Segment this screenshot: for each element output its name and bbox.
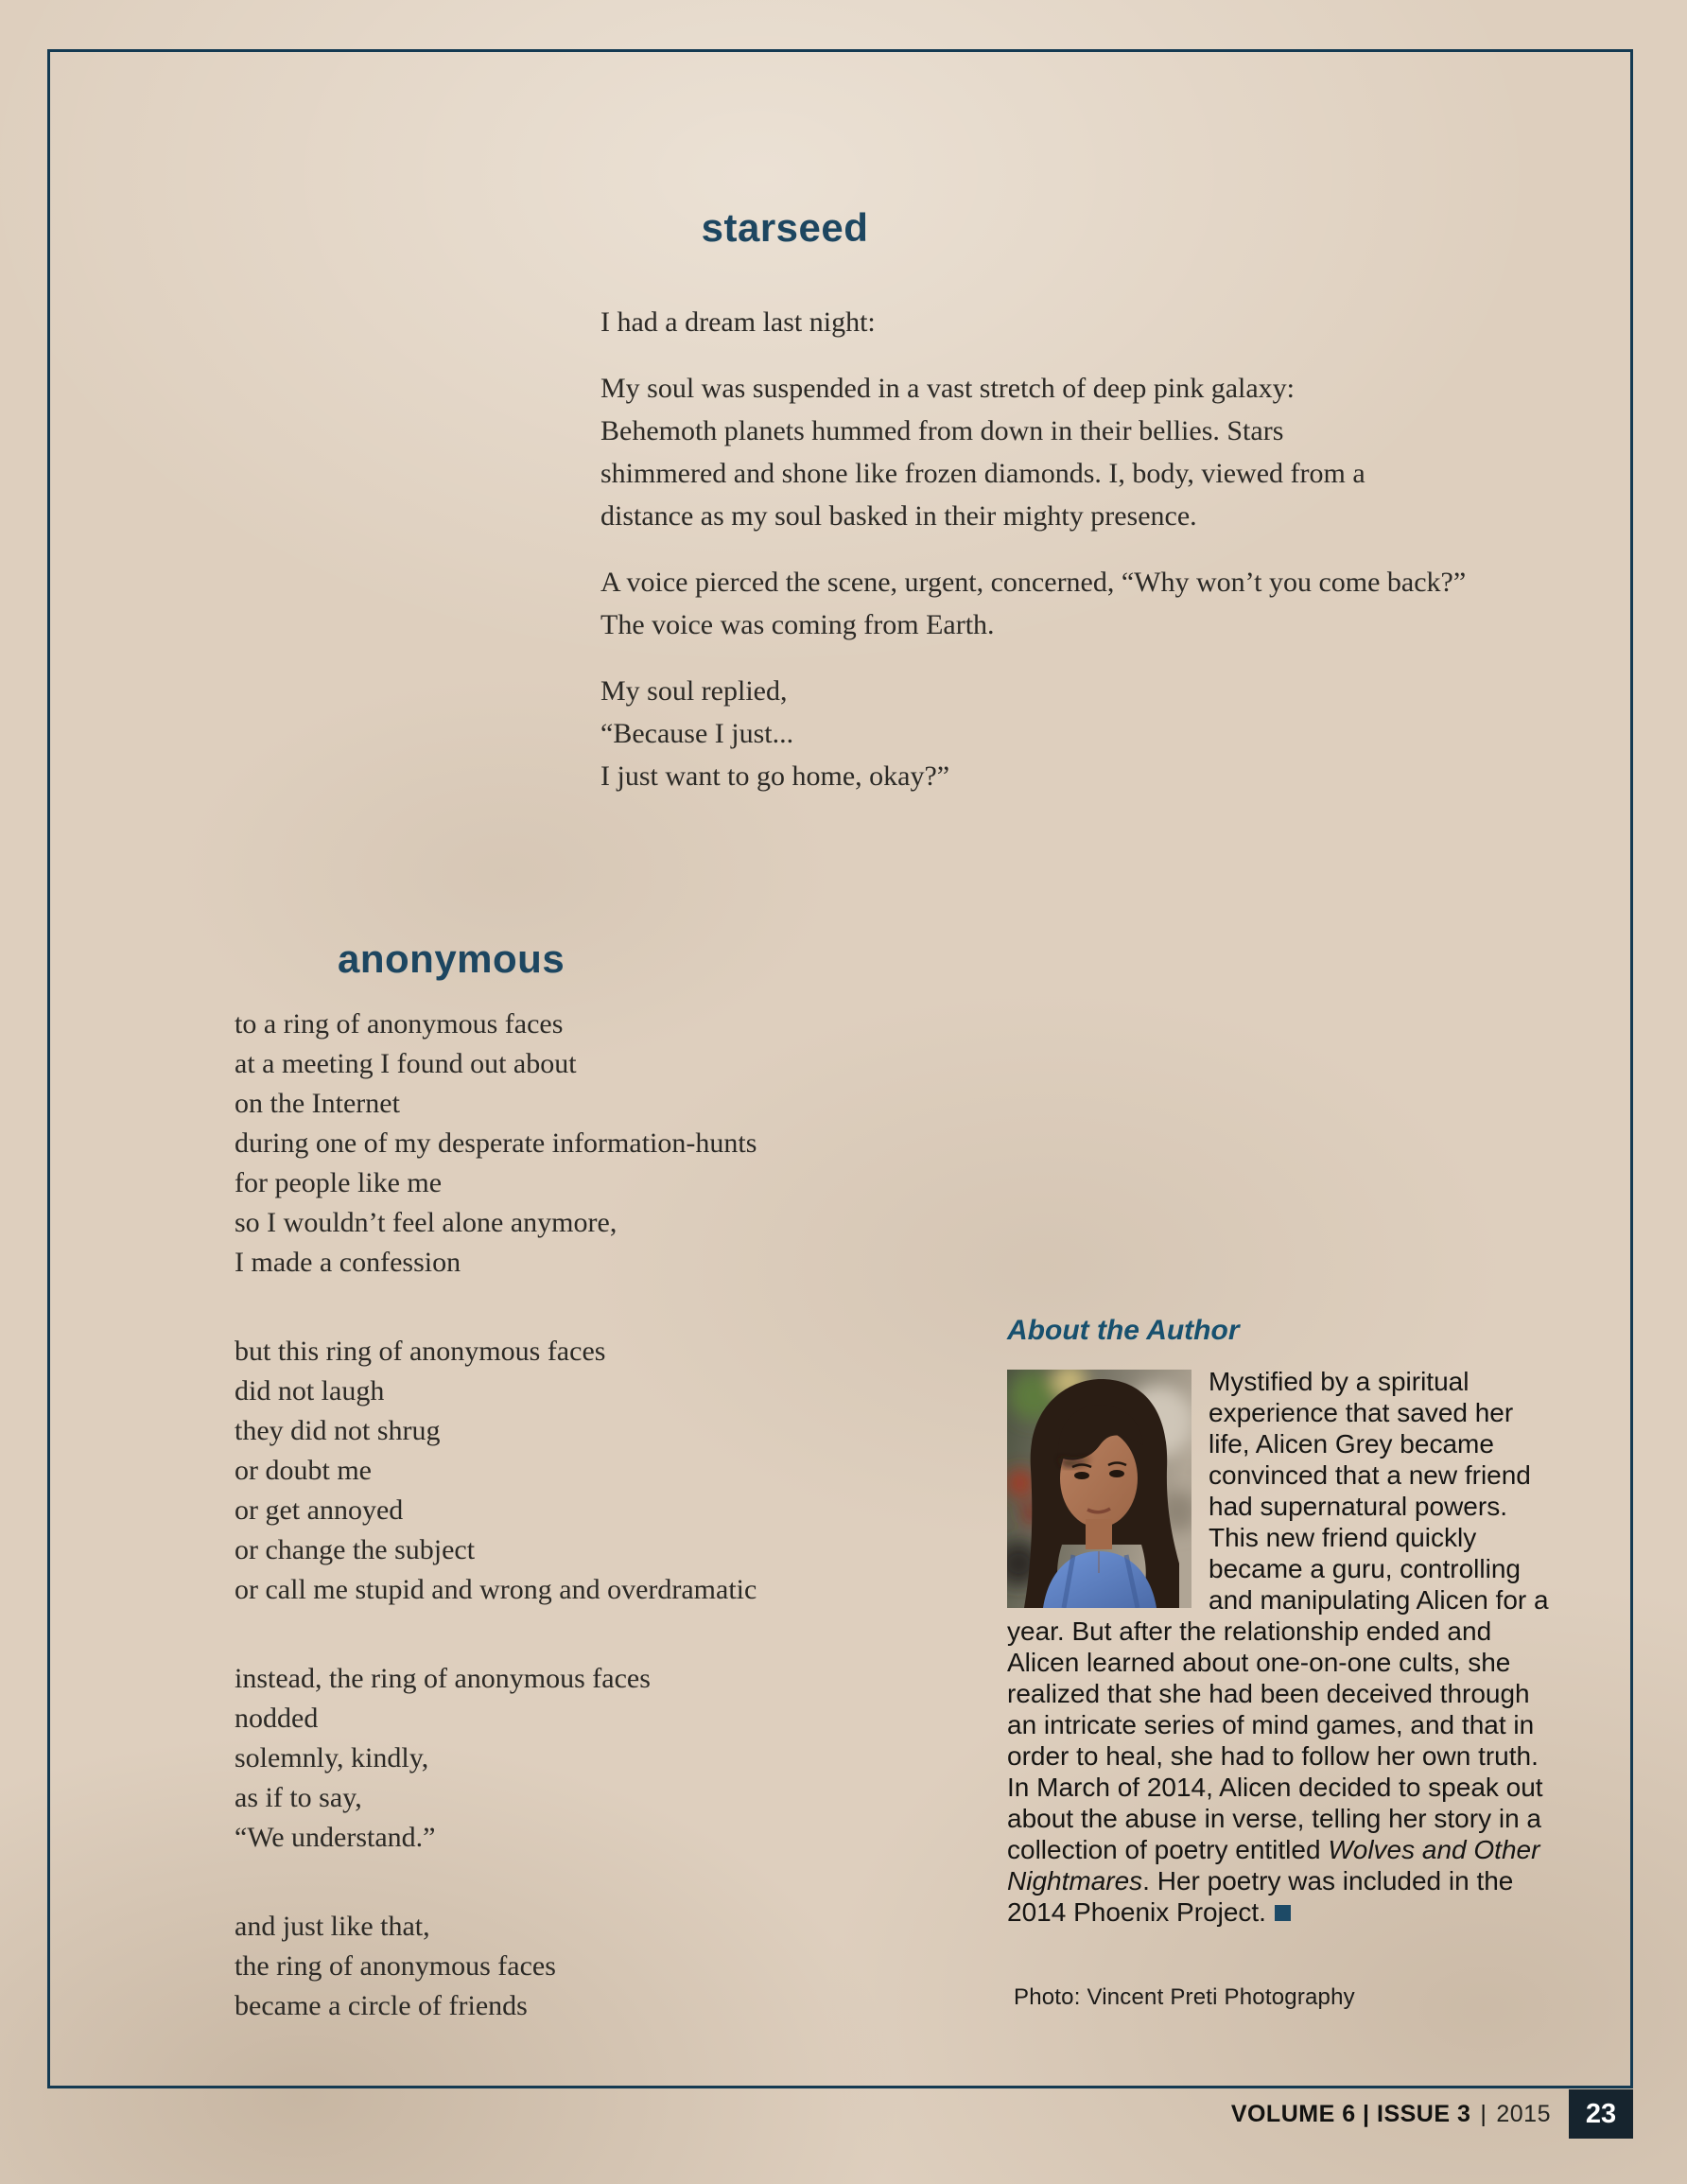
poem-line: during one of my desperate information-hunts (235, 1127, 757, 1159)
poem-line: so I wouldn’t feel alone anymore, (235, 1207, 617, 1238)
poem-line: but this ring of anonymous faces (235, 1336, 606, 1367)
poem-line: The voice was coming from Earth. (600, 609, 995, 640)
poem-stanza (600, 561, 1603, 646)
poem-line: A voice pierced the scene, urgent, concerned, “Why won’t you come back?” (600, 567, 1467, 598)
photo-credit: Photo: Vincent Preti Photography (1014, 1984, 1355, 2010)
bio-book-title: Wolves and Other Nightmares (1007, 1835, 1540, 1896)
footer-volume-issue (946, 2101, 1551, 2128)
poem-stanza (235, 1332, 896, 1610)
poem-line: did not laugh (235, 1375, 385, 1406)
poem-stanza (235, 1907, 896, 2026)
poem-line: or doubt me (235, 1455, 372, 1486)
page-number: 23 (1585, 2098, 1617, 2129)
poem-stanza (600, 670, 1603, 797)
poem-line: Behemoth planets hummed from down in their bellies. Stars (600, 415, 1284, 446)
poem-line: at a meeting I found out about (235, 1048, 577, 1079)
poem-line: or get annoyed (235, 1494, 404, 1526)
page-number-badge (1569, 2089, 1633, 2139)
poem-anonymous (235, 1005, 896, 2075)
bio-text: Mystified by a spiritual experience that saved her life, Alicen Grey became convinced that a new friend had supernatural powers. This new friend quickly became a guru, controlling and manipulating Alicen for a year. But after the relationship ended and Alicen learned about one-on-one cults, she realized that she had been deceived through an intricate series of mind games, and that in order to heal, she had to follow her own truth. In March of 2014, Alicen decided to speak out about the abuse in verse, telling her story in a collection of poetry entitled (1007, 1367, 1549, 1864)
poem-title-starseed: starseed (701, 205, 869, 251)
author-photo (1007, 1370, 1191, 1608)
article-end-square-icon (1275, 1905, 1291, 1921)
poem-title-anonymous: anonymous (338, 935, 565, 981)
footer-year: 2015 (1496, 2101, 1551, 2127)
poem-line: for people like me (235, 1167, 443, 1198)
footer-separator: | (1480, 2101, 1487, 2127)
author-bio (1007, 1366, 1557, 1928)
poem-line: the ring of anonymous faces (235, 1950, 556, 1982)
poem-line: shimmered and shone like frozen diamonds. I, body, viewed from a (600, 458, 1365, 489)
poem-line: to a ring of anonymous faces (235, 1008, 564, 1040)
poem-line: or call me stupid and wrong and overdramatic (235, 1574, 757, 1605)
poem-line: as if to say, (235, 1782, 362, 1813)
about-author-heading: About the Author (1007, 1315, 1240, 1346)
poem-stanza (235, 1659, 896, 1858)
about-the-author-section (1007, 1317, 1557, 1928)
poem-line: nodded (235, 1703, 319, 1734)
poem-line: and just like that, (235, 1911, 430, 1942)
bio-text-end: . Her poetry was included in the 2014 Phoenix Project. (1007, 1866, 1514, 1927)
poem-line: instead, the ring of anonymous faces (235, 1663, 651, 1694)
poem-line: on the Internet (235, 1088, 400, 1119)
poem-line: distance as my soul basked in their mighty presence. (600, 500, 1197, 532)
poem-starseed (600, 301, 1603, 821)
poem-line: or change the subject (235, 1534, 476, 1565)
poem-line: My soul replied, (600, 675, 788, 707)
poem-line: My soul was suspended in a vast stretch of deep pink galaxy: (600, 373, 1296, 404)
poem-line: became a circle of friends (235, 1990, 528, 2021)
poem-line: “We understand.” (235, 1822, 436, 1853)
poem-line: I just want to go home, okay?” (600, 760, 950, 792)
poem-line: they did not shrug (235, 1415, 441, 1446)
poem-stanza (235, 1005, 896, 1283)
poem-line: solemnly, kindly, (235, 1742, 429, 1773)
poem-line: “Because I just... (600, 718, 794, 749)
poem-stanza (600, 367, 1603, 537)
poem-stanza (600, 301, 1603, 343)
author-portrait-illustration (1007, 1370, 1191, 1608)
poem-line: I made a confession (235, 1247, 461, 1278)
footer-volume-issue-label: VOLUME 6 | ISSUE 3 (1230, 2101, 1471, 2127)
poem-line: I had a dream last night: (600, 306, 876, 338)
